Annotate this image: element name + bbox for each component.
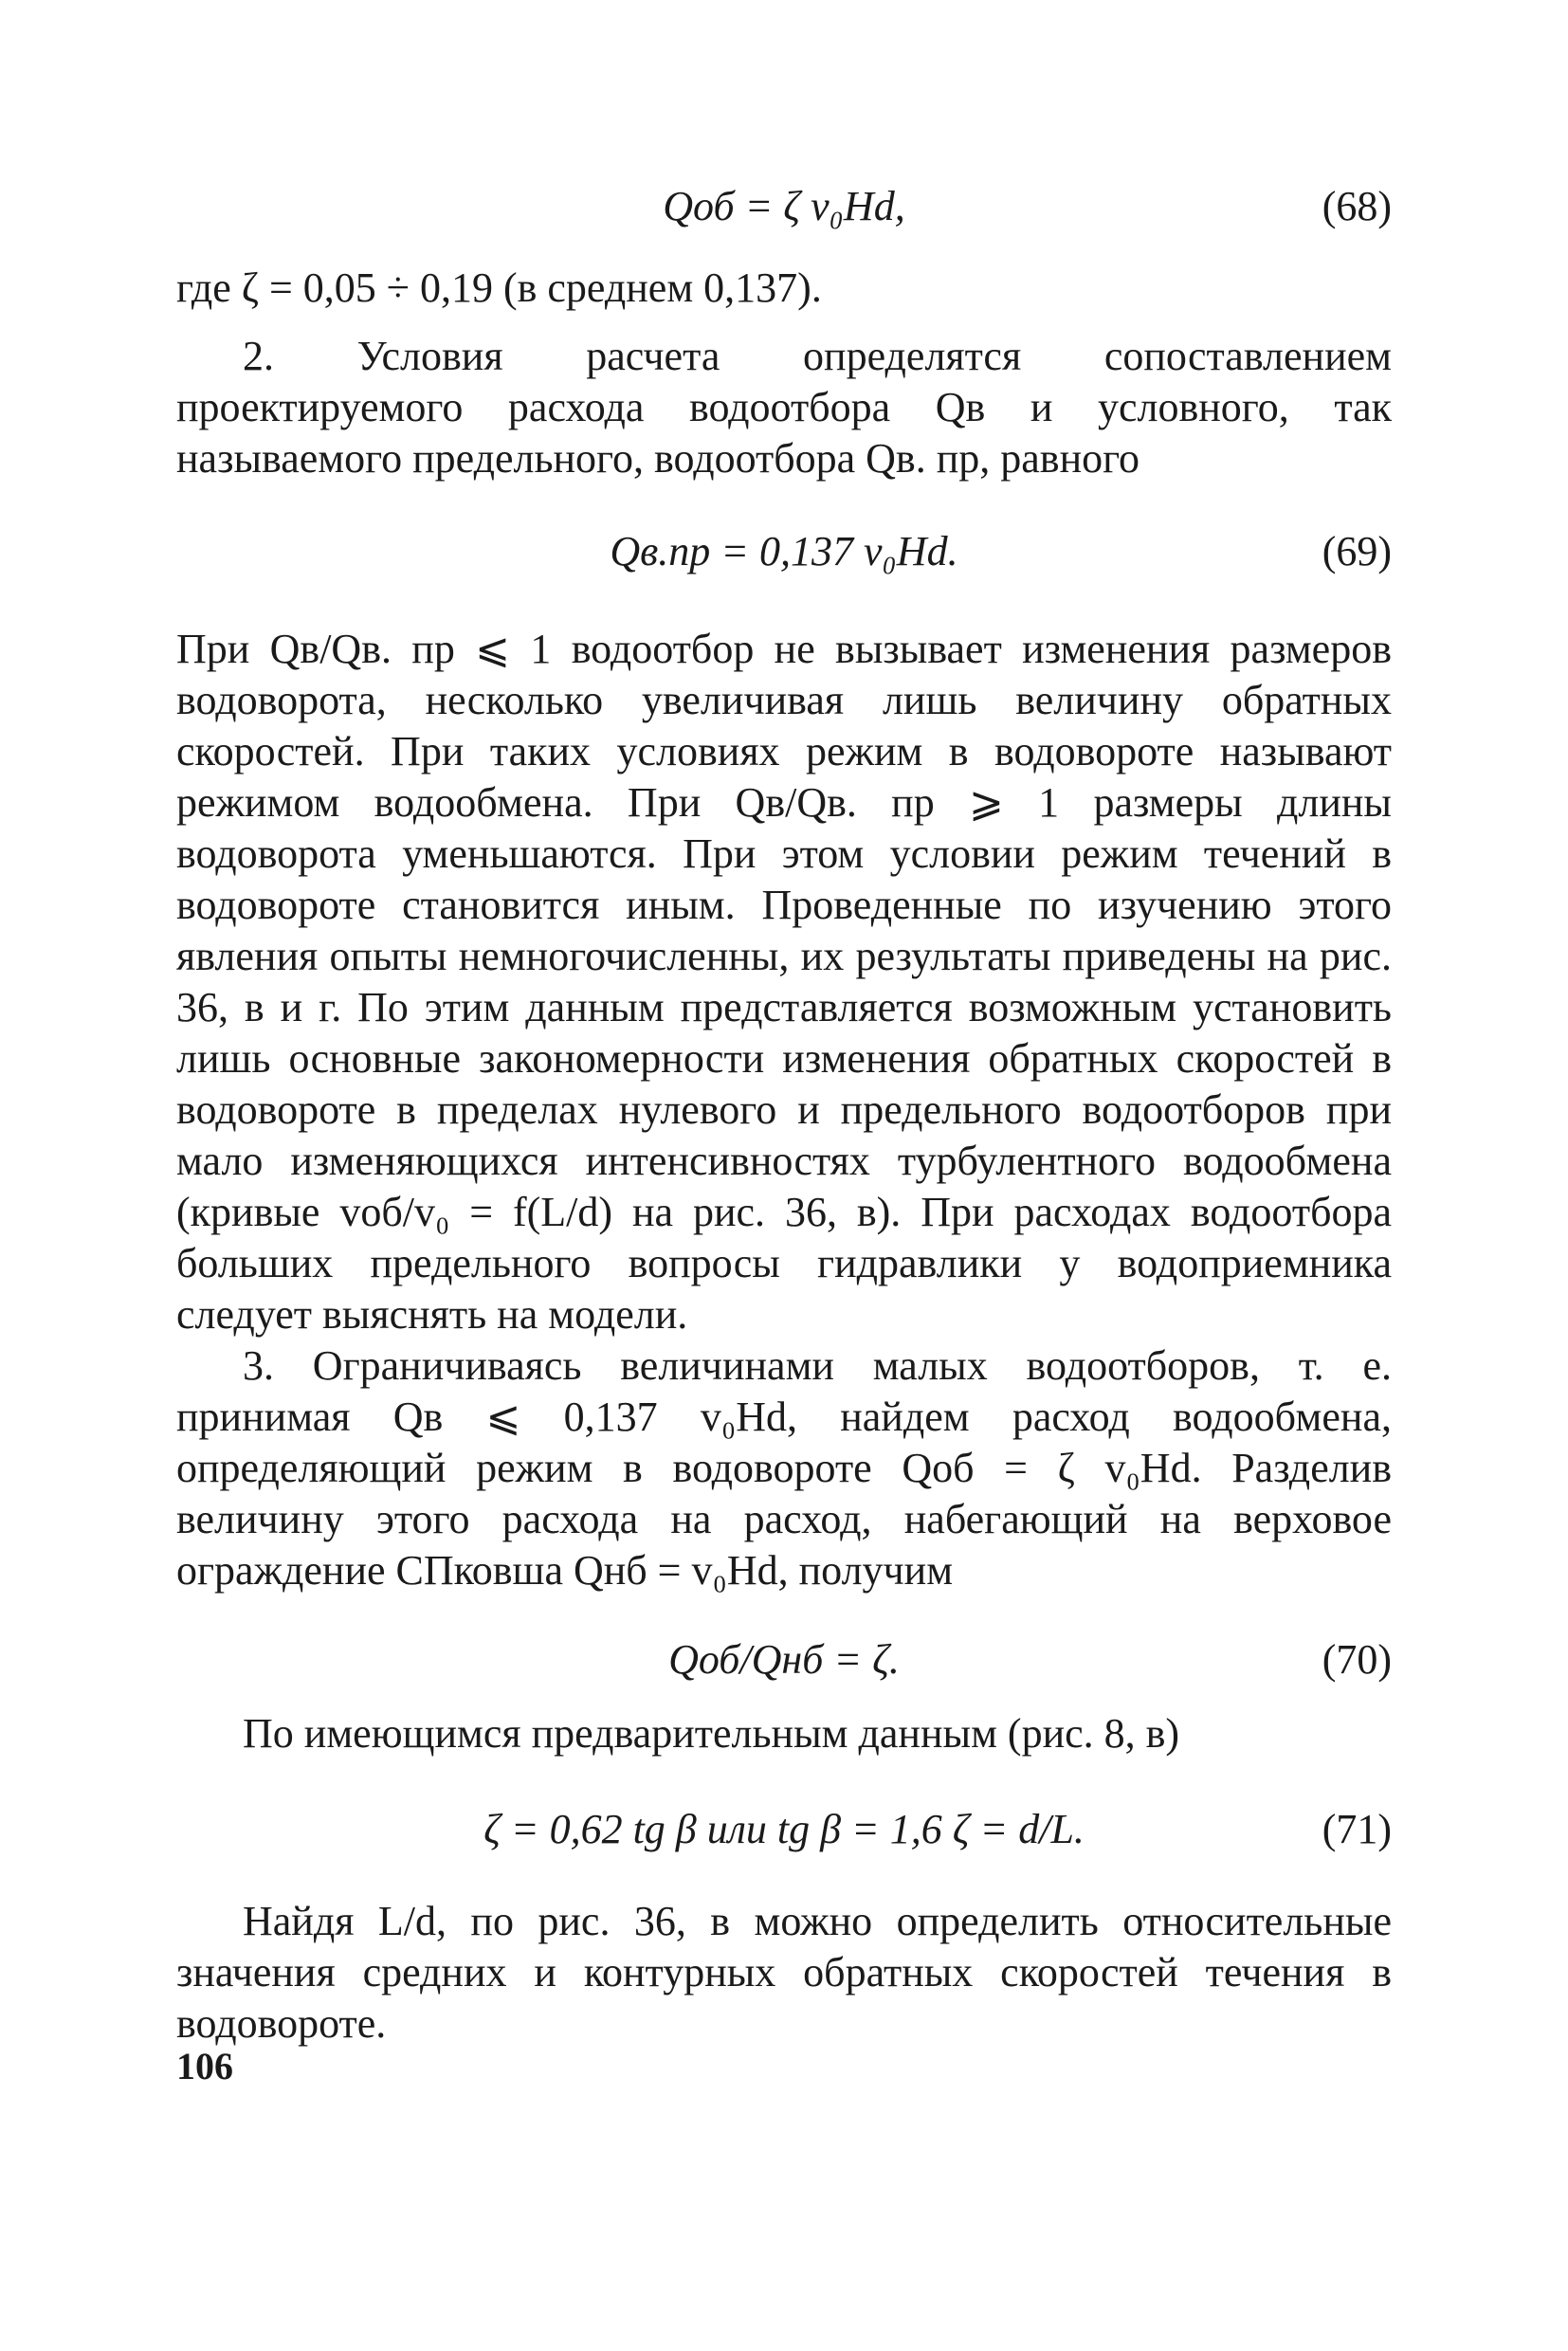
paragraph-preliminary-data: По имеющимся предварительным данным (рис. 8, в)	[243, 1710, 1180, 1757]
paragraph-regime: При Qв/Qв. пр ⩽ 1 водоотбор не вызывает изменения размеров водоворота, несколько увеличивая лишь величину обратных скоростей. При таких условиях режим в водовороте называют режимом водообмена. При Qв/Qв. пр ⩾ 1 размеры длины водоворота уменьшаются. При этом условии режим течений в водовороте становится иным. Проведенные по изучению этого явления опыты немногочисленны, их результаты приведены на рис. 36, в и г. По этим данным представляется возможным установить лишь основные закономерности изменения обратных скоростей в водовороте в пределах нулевого и предельного водоотборов при мало изменяющихся интенсивностях турбулентного водообмена (кривые vоб/v₀ = f(L/d) на рис. 36, в). При расходах водоотбора больших предельного вопросы гидравлики у водоприемника следует выяснять на модели.	[176, 626, 1392, 1338]
equation-68	[176, 173, 1392, 240]
paragraph-zeta-range: где ζ = 0,05 ÷ 0,19 (в среднем 0,137).	[176, 264, 822, 311]
equation-number: (69)	[1322, 528, 1392, 574]
equation-number: (70)	[1322, 1636, 1392, 1683]
equation-formula: Qоб/Qнб = ζ.	[668, 1636, 900, 1683]
equation-number: (71)	[1322, 1806, 1392, 1852]
paragraph-conclusion: Найдя L/d, по рис. 36, в можно определить относительные значения средних и контурных обратных скоростей течения в водовороте.	[176, 1898, 1392, 2047]
equation-formula: Qв.пр = 0,137 v₀Hd.	[610, 528, 958, 574]
equation-formula: Qоб = ζ v₀Hd,	[663, 183, 905, 229]
paragraph-small-withdrawals: 3. Ограничиваясь величинами малых водоотборов, т. е. принимая Qв ⩽ 0,137 v₀Hd, найдем расход водообмена, определяющий режим в водовороте Qоб = ζ v₀Hd. Разделив величину этого расхода на расход, набегающий на верховое ограждение СПковша Qнб = v₀Hd, получим	[176, 1342, 1392, 1594]
equation-70	[176, 1627, 1392, 1693]
equation-69	[176, 519, 1392, 585]
equation-71	[176, 1796, 1392, 1863]
equation-number: (68)	[1322, 183, 1392, 229]
page-number: 106	[176, 2045, 233, 2087]
paragraph-conditions: 2. Условия расчета определятся сопоставлением проектируемого расхода водоотбора Qв и условного, так называемого предельного, водоотбора Qв. пр, равного	[176, 333, 1392, 482]
equation-formula: ζ = 0,62 tg β или tg β = 1,6 ζ = d/L.	[483, 1806, 1085, 1852]
